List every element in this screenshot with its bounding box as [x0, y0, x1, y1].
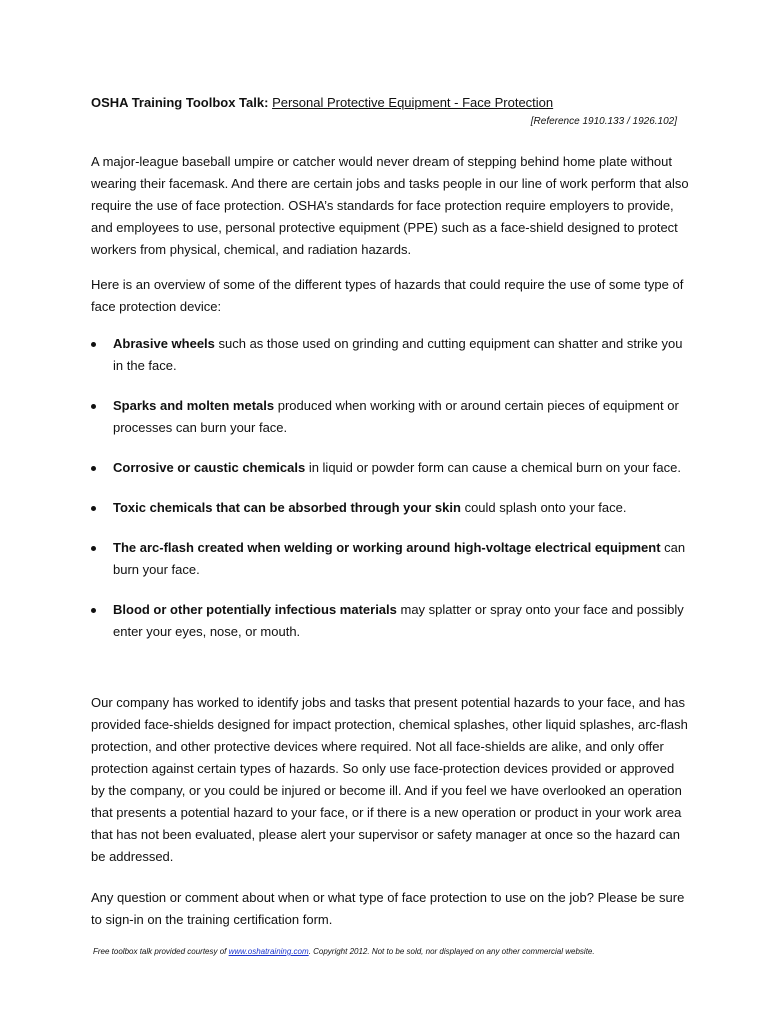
intro-paragraph: A major-league baseball umpire or catcher would never dream of stepping behind home plate without wearing their facemask. And there are certain jobs and tasks people in our line of work perform that also require the use of face protection. OSHA’s standards for face protection require employers to provide, and employees to use, personal protective equipment (PPE) such as a face-shield designed to protect workers from physical, chemical, and radiation hazards.: [91, 154, 689, 257]
company-paragraph: Our company has worked to identify jobs and tasks that present potential hazards to your face, and has provided face-shields designed for impact protection, chemical splashes, other liquid splashes, arc-flash protection, and other protective devices where required. Not all face-shields are alike, and only offer protection against certain types of hazards. So only use face-protection devices provided or approved by the company, or you could be injured or become ill. And if you feel we have overlooked an operation that presents a potential hazard to your face, or if there is a new operation or product in your work area that has not been evaluated, please alert your supervisor or safety manager at once so the hazard can be addressed.: [91, 695, 688, 864]
hazard-item: [91, 537, 691, 581]
footer-note: [93, 946, 595, 958]
bullet-icon: [91, 404, 96, 409]
hazard-item: [91, 457, 691, 479]
footer-text-before: Free toolbox talk provided courtesy of: [93, 947, 229, 956]
hazard-title: Blood or other potentially infectious materials: [113, 602, 397, 617]
footer-website-link[interactable]: www.oshatraining.com: [228, 947, 309, 956]
hazard-item: [91, 497, 691, 519]
hazard-title: Sparks and molten metals: [113, 398, 275, 413]
title-lead: OSHA Training Toolbox Talk:: [91, 95, 269, 110]
hazard-description: could splash onto your face.: [460, 500, 627, 515]
hazard-description: may splatter or spray onto your face and possibly enter your eyes, nose, or mouth.: [113, 602, 684, 639]
hazard-description: in liquid or powder form can cause a chemical burn on your face.: [305, 460, 681, 475]
hazard-title: Toxic chemicals that can be absorbed through your skin: [113, 500, 461, 515]
title-topic: Personal Protective Equipment - Face Protection: [272, 95, 554, 110]
bullet-icon: [91, 506, 96, 511]
hazard-item: [91, 395, 691, 439]
hazard-title: Corrosive or caustic chemicals: [113, 460, 306, 475]
hazard-title: The arc-flash created when welding or working around high-voltage electrical equipment: [113, 540, 661, 555]
hazard-item: [91, 599, 691, 643]
bullet-icon: [91, 466, 96, 471]
overview-paragraph: Here is an overview of some of the different types of hazards that could require the use of some type of face protection device:: [91, 277, 684, 314]
hazard-list: [91, 333, 691, 661]
hazard-description: such as those used on grinding and cutting equipment can shatter and strike you in the face.: [113, 336, 683, 373]
bullet-icon: [91, 546, 96, 551]
hazard-description: produced when working with or around certain pieces of equipment or processes can burn your face.: [113, 398, 679, 435]
hazard-item: [91, 333, 691, 377]
closing-paragraph: Any question or comment about when or what type of face protection to use on the job? Please be sure to sign-in on the training certification form.: [91, 890, 685, 927]
footer-text-after: . Copyright 2012. Not to be sold, nor displayed on any other commercial website.: [308, 947, 595, 956]
reference-note: [Reference 1910.133 / 1926.102]: [530, 116, 677, 127]
hazard-description: can burn your face.: [113, 540, 686, 577]
bullet-icon: [91, 608, 96, 613]
document-title: [91, 94, 553, 112]
bullet-icon: [91, 342, 96, 347]
hazard-title: Abrasive wheels: [113, 336, 215, 351]
